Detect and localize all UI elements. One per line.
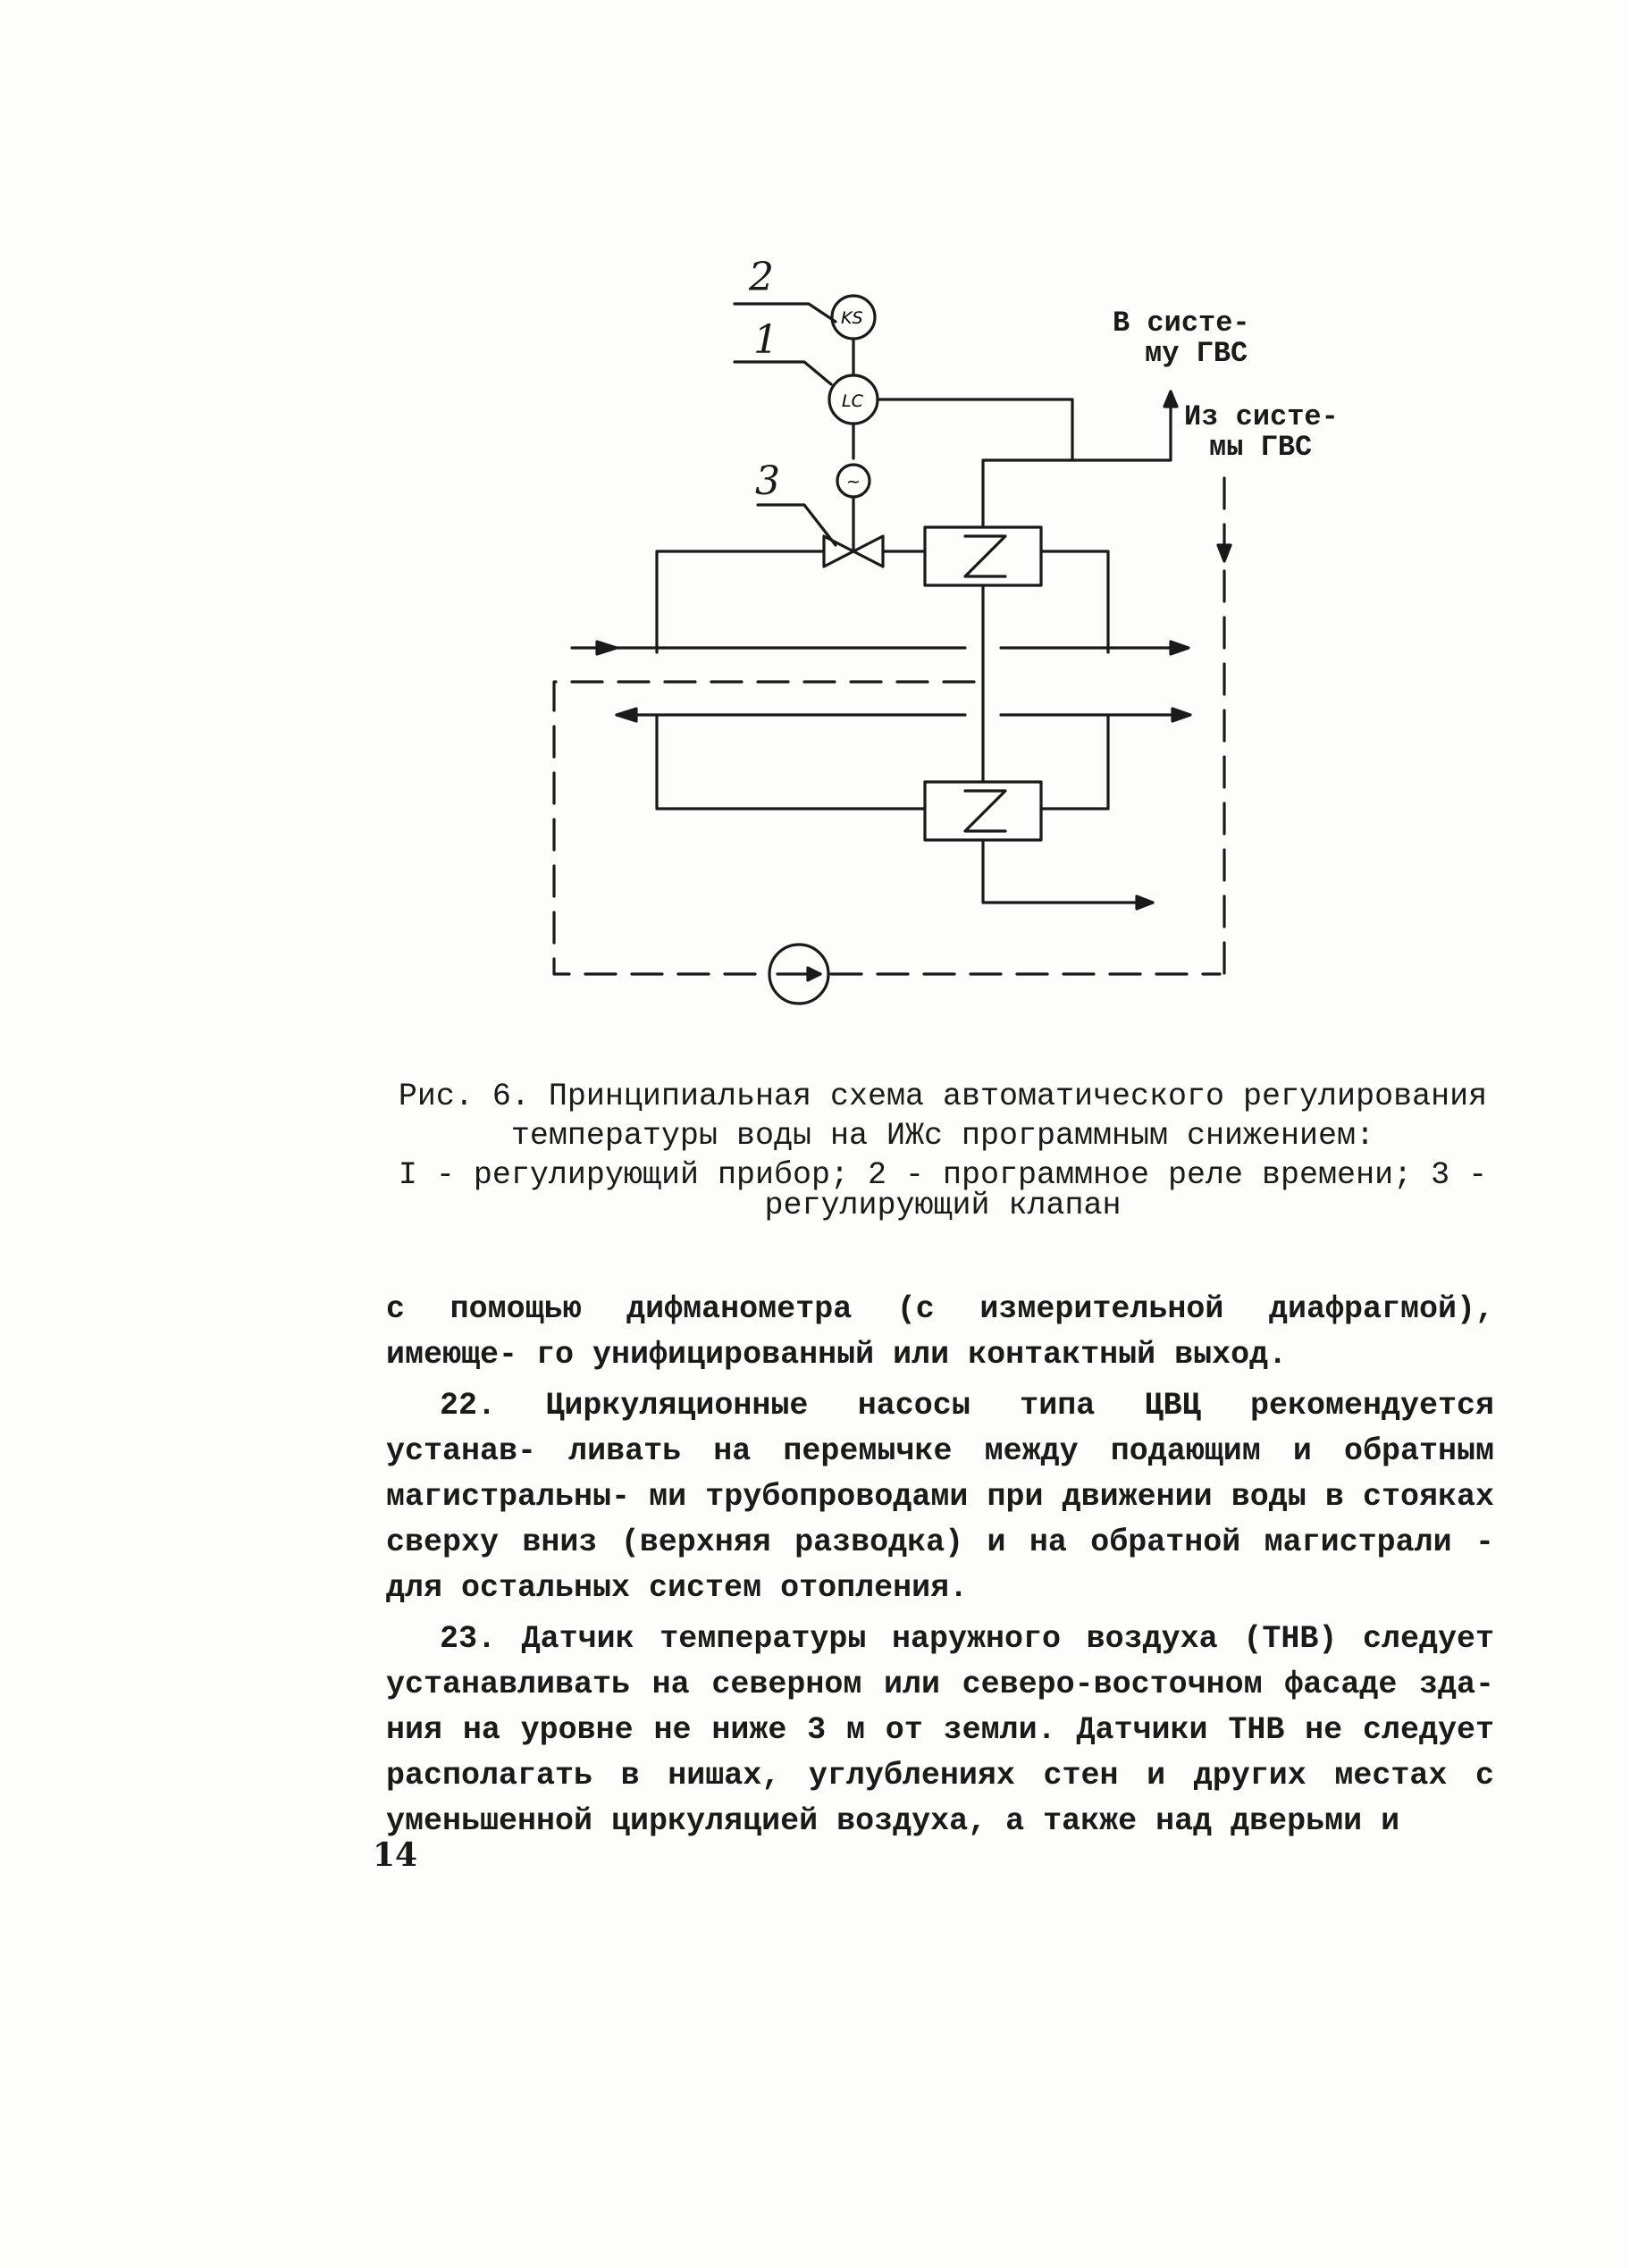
callout-number-3: 3 [755, 458, 780, 504]
figure-caption [384, 1077, 1501, 1225]
paragraph-continuation: с помощью дифманометра (с измерительной диафрагмой), имеюще- го унифицированный или контактный выход. [386, 1291, 1494, 1373]
flow-arrow-icon-return [617, 709, 636, 721]
caption-line-2: температуры воды на ИЖс программным снижением: [510, 1118, 1375, 1154]
callout-leader-2 [735, 304, 836, 322]
callout-leader-1 [735, 362, 831, 384]
heat-exchanger-coil-lower [965, 791, 1005, 831]
label-from-system-line1: Из систе- [1184, 400, 1339, 433]
hot-water-riser [983, 400, 1171, 527]
flow-arrow-icon-supply-right [1171, 642, 1189, 654]
lower-loop-left [657, 715, 925, 809]
flow-arrow-icon-lower [1137, 896, 1153, 909]
flow-arrow-icon-supply [597, 642, 617, 654]
caption-line-3: I - регулирующий прибор; 2 - программное реле времени; 3 - [398, 1157, 1488, 1193]
flow-arrow-icon-return-right [1172, 709, 1190, 721]
controller-symbol: LC [842, 391, 863, 411]
heat-exchanger-coil [965, 536, 1005, 576]
controller-signal-line [878, 399, 1072, 460]
actuator-symbol: ~ [846, 472, 861, 491]
paragraph-23: 23. Датчик температуры наружного воздуха (ТНВ) следует устанавливать на северном или северо-восточном фасаде зда- ния на уровне не ниже 3 м от земли. Датчики ТНВ не следует располагать в нишах, углублениях стен и других местах с уменьшенной циркуляцией воздуха, а также над дверьми и [386, 1621, 1494, 1839]
label-to-hot-water-system [1113, 308, 1250, 369]
lower-outlet [983, 840, 1144, 903]
label-from-system-line2: мы ГВС [1209, 431, 1313, 464]
label-to-system-line1: В систе- [1113, 307, 1250, 340]
flow-arrow-icon [1164, 391, 1177, 407]
flow-arrow-icon-circulation [1218, 545, 1231, 561]
caption-line-1: Рис. 6. Принципиальная схема автоматического регулирования [398, 1079, 1488, 1114]
circulation-line [554, 682, 974, 974]
control-valve-icon-right [853, 536, 883, 567]
upper-loop-right [1041, 551, 1108, 652]
page-number: 14 [373, 1836, 418, 1874]
control-valve-icon [824, 536, 853, 567]
timer-relay-symbol: KS [841, 308, 863, 328]
label-to-system-line2: му ГВС [1145, 337, 1248, 370]
callout-number-1: 1 [753, 317, 778, 363]
callout-number-2: 2 [749, 255, 774, 300]
caption-line-4: регулирующий клапан [764, 1188, 1122, 1223]
body-text [386, 1287, 1494, 1850]
control-scheme-diagram [0, 0, 1630, 1072]
paragraph-22: 22. Циркуляционные насосы типа ЦВЦ рекомендуется устанав- ливать на перемычке между подающим и обратным магистральны- ми трубопроводами при движении воды в стояках сверху вниз (верхняя разводка) и на обратной магистрали - для остальных систем отопления. [386, 1388, 1494, 1606]
label-from-hot-water-system [1184, 402, 1339, 463]
lower-loop-right [1041, 715, 1108, 809]
upper-loop-left [657, 551, 824, 652]
